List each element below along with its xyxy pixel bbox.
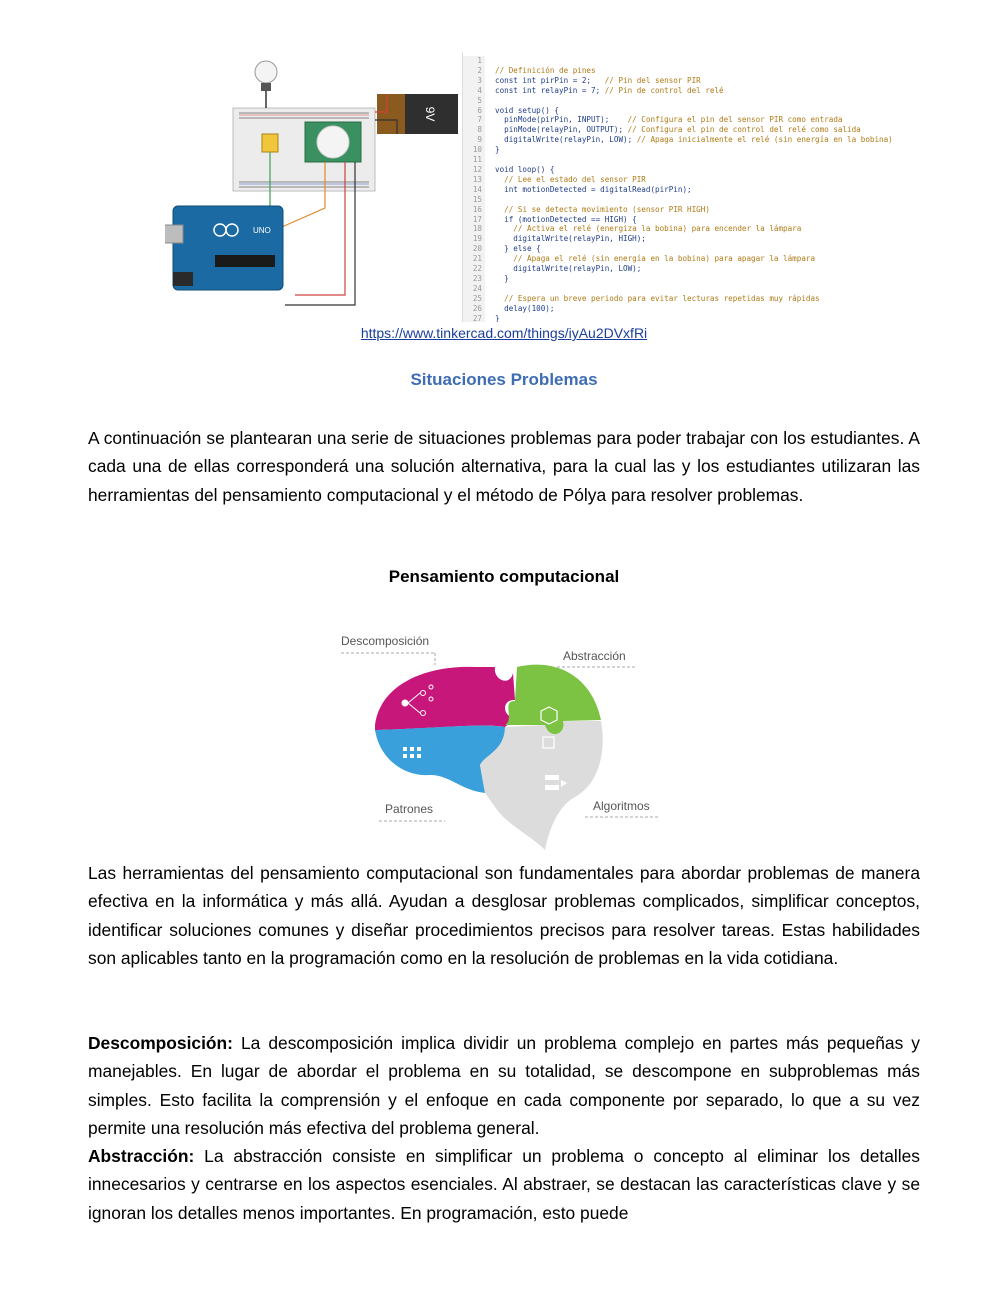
abstraccion-term: Abstracción: [88,1146,195,1166]
code-line: // Si se detecta movimiento (sensor PIR HIGH) [504,204,710,214]
code-panel [462,52,953,322]
label-patrones: Patrones [385,802,434,816]
descomposicion-term: Descomposición: [88,1033,233,1053]
code-line: } [495,313,500,322]
code-line: const int pirPin = 2; // Pin del sensor PIR [495,75,701,85]
code-line-number: 23 [472,273,482,283]
code-line [495,284,893,294]
code-line: pinMode(pirPin, INPUT); // Configura el pin del sensor PIR como entrada [495,115,843,125]
code-line: void loop() { [495,164,555,174]
code-line-numbers [463,56,485,322]
code-line: // Lee el estado del sensor PIR [504,174,646,184]
code-line-number: 12 [472,164,482,174]
subsection-title: Pensamiento computacional [388,567,620,586]
code-line-number: 10 [472,145,482,155]
code-line: // Espera un breve periodo para evitar lecturas repetidas muy rápidas [504,293,820,303]
code-line-number: 27 [472,313,482,322]
tools-paragraph: Las herramientas del pensamiento computacional son fundamentales para abordar problemas de manera efectiva en la informática y más allá. Ayudan a desglosar problemas complicados, simplificar conceptos, identificar soluciones comunes y diseñar procedimientos precisos para resolver tareas. Estas habilidades son aplicables tanto en la programación como en la resolución de problemas en la vida cotidiana. [88,863,920,968]
code-line: delay(100); [495,303,555,313]
code-line-number: 18 [472,224,482,234]
label-descomposicion: Descomposición [341,634,430,648]
code-line-number: 22 [472,264,482,274]
battery-label: 9V [423,106,437,122]
code-line: digitalWrite(relayPin, HIGH); [495,234,646,244]
code-line-number: 17 [472,214,482,224]
code-line-number: 19 [472,234,482,244]
code-line-number: 4 [477,85,482,95]
code-line: } [495,145,500,155]
code-line: // Apaga el relé (sin energía en la bobina) para apagar la lámpara [513,254,816,264]
descomposicion-paragraph [88,1029,920,1142]
code-line: // Definición de pines [495,65,596,75]
tinkercad-link[interactable]: https://www.tinkercad.com/things/iyAu2DVxfRi [360,325,648,341]
code-line-number: 9 [477,135,482,145]
abstraccion-text: La abstracción consiste en simplificar un problema o concepto al eliminar los detalles innecesarios y centrarse en los aspectos esenciales. Al abstraer, se destacan las características clave y se ignoran los detalles menos importantes. En programación, esto puede [88,1146,920,1223]
piece-descomposicion [375,667,517,730]
code-line-number: 21 [472,254,482,264]
code-line: if (motionDetected == HIGH) { [495,214,637,224]
code-line-number: 25 [472,293,482,303]
code-line-number: 5 [477,95,482,105]
code-line [495,195,893,205]
code-line: // Activa el relé (energiza la bobina) para encender la lámpara [513,224,802,234]
board-label: UNO [253,226,271,235]
label-algoritmos: Algoritmos [593,799,650,813]
descomposicion-text: La descomposición implica dividir un problema complejo en partes más pequeñas y manejables. En lugar de abordar el problema en su totalidad, se descompone en subproblemas más simples. Esto facilita la comprensión y el enfoque en cada componente por separado, lo que a su vez permite una resolución más efectiva del problema general. [88,1033,920,1138]
code-line-number: 3 [477,75,482,85]
code-line-number: 14 [472,184,482,194]
code-line: } else { [495,244,541,254]
code-line: int motionDetected = digitalRead(pirPin); [495,184,692,194]
code-line-number: 24 [472,283,482,293]
code-line [495,96,893,106]
code-line: const int relayPin = 7; // Pin de control del relé [495,85,724,95]
code-line-number: 26 [472,303,482,313]
code-line [495,56,893,66]
code-line: digitalWrite(relayPin, LOW); // Apaga inicialmente el relé (sin energía en la bobina) [495,135,893,145]
code-line-number: 16 [472,204,482,214]
code-line: void setup() { [495,105,560,115]
code-line-number: 11 [472,155,482,165]
code-line-number: 2 [477,65,482,75]
code-line-number: 1 [477,56,482,65]
section-title: Situaciones Problemas [410,370,598,389]
code-line: pinMode(relayPin, OUTPUT); // Configura el pin de control del relé como salida [495,125,861,135]
code-line-number: 13 [472,174,482,184]
intro-paragraph: A continuación se plantearan una serie de situaciones problemas para poder trabajar con los estudiantes. A cada una de ellas corresponderá una solución alternativa, para la cual las y los estudiantes utilizaran las herramientas del pensamiento computacional y el método de Pólya para resolver problemas. [88,428,920,505]
code-line-number: 20 [472,244,482,254]
code-line-number: 8 [477,125,482,135]
label-abstraccion: Abstracción [563,649,626,663]
computational-thinking-diagram [335,625,675,860]
code-line: digitalWrite(relayPin, LOW); [495,264,642,274]
code-line-number: 7 [477,115,482,125]
code-line: } [495,273,509,283]
code-line [495,155,893,165]
code-line-number: 15 [472,194,482,204]
abstraccion-paragraph [88,1142,920,1227]
code-line-number: 6 [477,105,482,115]
code-lines [495,56,893,322]
circuit-illustration [165,50,460,320]
